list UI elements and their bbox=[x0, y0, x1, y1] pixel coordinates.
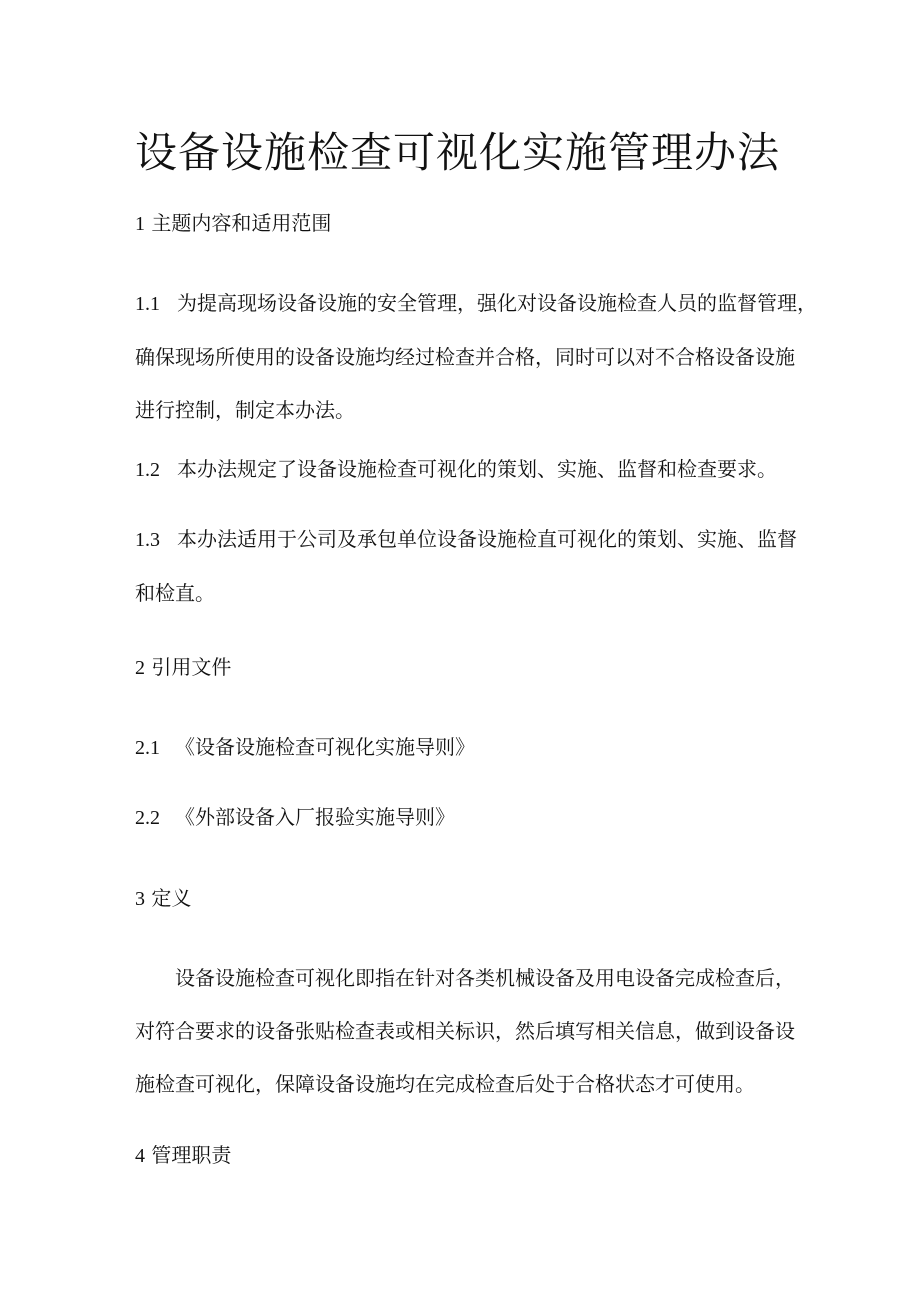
section-4-heading bbox=[135, 1141, 231, 1170]
definition-line: 设备设施检查可视化即指在针对各类机械设备及用电设备完成检查后， bbox=[175, 966, 795, 990]
reference-text: 《外部设备入厂报验实施导则》 bbox=[175, 805, 455, 829]
document-title: 设备设施检查可视化实施管理办法 bbox=[135, 128, 781, 177]
reference-2-2 bbox=[135, 791, 815, 845]
clause-number: 1.2 bbox=[135, 459, 160, 481]
reference-number: 2.1 bbox=[135, 737, 160, 759]
section-title: 引用文件 bbox=[151, 655, 232, 679]
clause-line bbox=[135, 277, 815, 331]
clause-1-3 bbox=[135, 513, 815, 620]
section-number: 3 bbox=[135, 888, 145, 910]
clause-number: 1.3 bbox=[135, 529, 160, 551]
reference-text: 《设备设施检查可视化实施导则》 bbox=[175, 735, 475, 759]
clause-text: 为提高现场设备设施的安全管理，强化对设备设施检查人员的监督管理， bbox=[177, 291, 817, 315]
reference-line bbox=[135, 721, 815, 775]
clause-line bbox=[135, 443, 815, 497]
definition-line: 施检查可视化，保障设备设施均在完成检查后处于合格状态才可使用。 bbox=[135, 1072, 755, 1096]
section-1-heading bbox=[135, 209, 331, 238]
reference-2-1 bbox=[135, 721, 815, 775]
definition-paragraph bbox=[135, 952, 815, 1111]
reference-number: 2.2 bbox=[135, 807, 160, 829]
section-title: 定义 bbox=[151, 886, 192, 910]
clause-line: 和检直。 bbox=[135, 581, 215, 605]
section-number: 2 bbox=[135, 657, 145, 679]
clause-line: 进行控制，制定本办法。 bbox=[135, 398, 355, 422]
section-number: 1 bbox=[135, 213, 145, 235]
clause-text: 本办法适用于公司及承包单位设备设施检直可视化的策划、实施、监督 bbox=[177, 527, 797, 551]
section-title: 主题内容和适用范围 bbox=[151, 211, 332, 235]
section-title: 管理职责 bbox=[151, 1143, 232, 1167]
section-3-heading bbox=[135, 884, 191, 913]
clause-1-2 bbox=[135, 443, 815, 497]
definition-line: 对符合要求的设备张贴检查表或相关标识，然后填写相关信息，做到设备设 bbox=[135, 1019, 795, 1043]
section-number: 4 bbox=[135, 1145, 145, 1167]
clause-line bbox=[135, 513, 815, 567]
reference-line bbox=[135, 791, 815, 845]
clause-number: 1.1 bbox=[135, 293, 160, 315]
clause-text: 本办法规定了设备设施检查可视化的策划、实施、监督和检查要求。 bbox=[177, 457, 777, 481]
section-2-heading bbox=[135, 653, 231, 682]
clause-1-1 bbox=[135, 277, 815, 437]
clause-line: 确保现场所使用的设备设施均经过检查并合格，同时可以对不合格设备设施 bbox=[135, 345, 795, 369]
